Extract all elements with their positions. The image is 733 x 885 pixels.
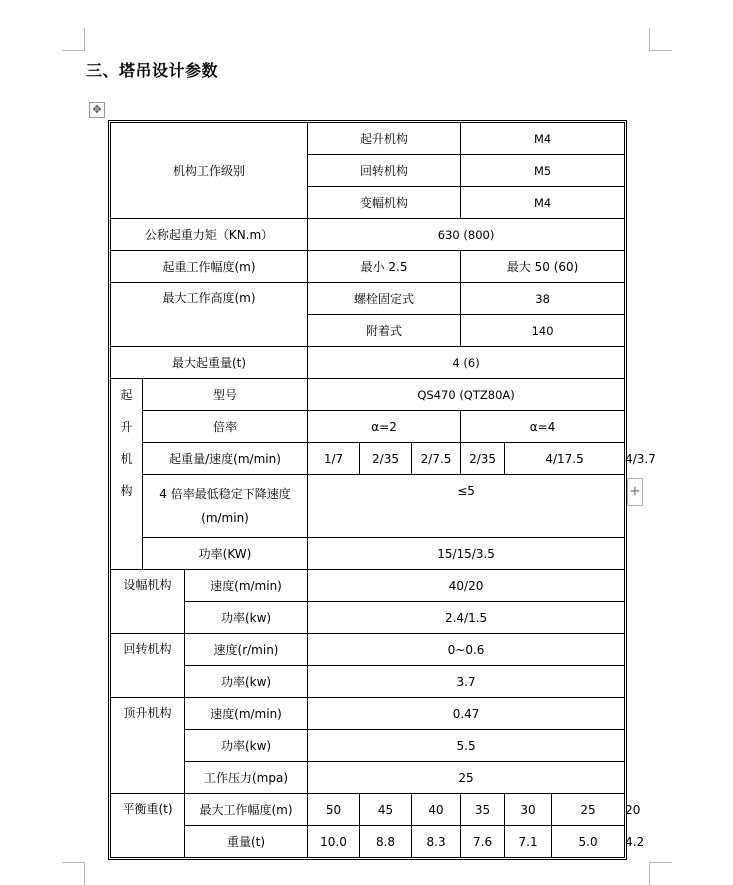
table-row: [111, 666, 625, 698]
cell-label: 功率(kw): [185, 602, 308, 634]
cell-value: α=2: [308, 411, 461, 443]
cell-value: 38: [461, 283, 625, 315]
cell-value: 5.5: [308, 730, 625, 762]
cell-label: 起重工作幅度(m): [111, 251, 308, 283]
cell-value: 0~0.6: [308, 634, 625, 666]
cell-value: M4: [461, 187, 625, 219]
table-row: [111, 219, 625, 251]
table-row: [111, 698, 625, 730]
height-label: 最大工作高度(m): [111, 283, 308, 347]
luffing-label: 设幅机构: [111, 570, 185, 634]
cell-value: 25: [308, 762, 625, 794]
table-row: [111, 730, 625, 762]
cell-label: 变幅机构: [308, 187, 461, 219]
table-row: [111, 602, 625, 634]
cell-label: 最大起重量(t): [111, 347, 308, 379]
cell-label: 型号: [143, 379, 308, 411]
slewing-label: 回转机构: [111, 634, 185, 698]
cell-value: 2/7.5: [412, 443, 461, 475]
cell-value: ≤5: [308, 475, 625, 538]
table-row: [111, 538, 625, 570]
page-corner-mark: [62, 862, 85, 885]
cell-value: 25: [552, 794, 625, 826]
cell-label: 回转机构: [308, 155, 461, 187]
cell-value: 7.6: [461, 826, 505, 858]
cell-value: M4: [461, 123, 625, 155]
table-row: [111, 251, 625, 283]
cell-label: 螺栓固定式: [308, 283, 461, 315]
cell-label: 附着式: [308, 315, 461, 347]
cell-label: 功率(KW): [143, 538, 308, 570]
cell-value: 40: [412, 794, 461, 826]
cell-value: 45: [360, 794, 412, 826]
cell-label: 公称起重力矩（KN.m）: [111, 219, 308, 251]
cell-label: 速度(m/min): [185, 698, 308, 730]
table-move-handle-icon[interactable]: ✥: [89, 102, 105, 118]
cell-label: 速度(m/min): [185, 570, 308, 602]
cell-label: 重量(t): [185, 826, 308, 858]
table-row: 起重量/速度(m/min) 1/7 2/35 2/7.5 2/35 4/17.5 4/3.7: [111, 443, 625, 475]
table-row: [111, 570, 625, 602]
table-row: 重量(t) 10.0 8.8 8.3 7.6 7.1 5.0 4.2: [111, 826, 625, 858]
cell-value: 0.47: [308, 698, 625, 730]
table-row: [111, 123, 625, 155]
cell-label: 起升机构: [308, 123, 461, 155]
cell-value: 5.0: [552, 826, 625, 858]
cell-value: 10.0: [308, 826, 360, 858]
cell-value: 最小 2.5: [308, 251, 461, 283]
table-row: [111, 634, 625, 666]
work-class-label: 机构工作级别: [111, 123, 308, 219]
cell-label: 最大工作幅度(m): [185, 794, 308, 826]
cell-label: 功率(kw): [185, 730, 308, 762]
cell-value: 2/35: [461, 443, 505, 475]
section-heading: 三、塔吊设计参数: [86, 61, 219, 80]
cell-value: 2.4/1.5: [308, 602, 625, 634]
cell-value: 35: [461, 794, 505, 826]
table-row: [111, 379, 625, 411]
cell-value: 8.8: [360, 826, 412, 858]
cell-value: 4/17.5: [505, 443, 625, 475]
cell-label: 倍率: [143, 411, 308, 443]
cell-value: 3.7: [308, 666, 625, 698]
counterweight-label: 平衡重(t): [111, 794, 185, 858]
jacking-label: 顶升机构: [111, 698, 185, 794]
cell-value: 15/15/3.5: [308, 538, 625, 570]
cell-value: 140: [461, 315, 625, 347]
page-corner-mark: [649, 28, 672, 51]
cell-value: 8.3: [412, 826, 461, 858]
table-row: [111, 283, 625, 315]
cell-label: 起重量/速度(m/min): [143, 443, 308, 475]
cell-label: 工作压力(mpa): [185, 762, 308, 794]
cell-value: 30: [505, 794, 552, 826]
cell-label: 速度(r/min): [185, 634, 308, 666]
cell-value: 4 (6): [308, 347, 625, 379]
cell-value: 2/35: [360, 443, 412, 475]
page-corner-mark: [62, 28, 85, 51]
cell-value: 40/20: [308, 570, 625, 602]
page-corner-mark: [649, 862, 672, 885]
table-row: [111, 347, 625, 379]
table-row: [111, 411, 625, 443]
cell-label: 功率(kw): [185, 666, 308, 698]
descent-speed-label: 4 倍率最低稳定下降速度 (m/min): [143, 475, 308, 538]
cell-value: 7.1: [505, 826, 552, 858]
cell-value: 1/7: [308, 443, 360, 475]
cell-value: 50: [308, 794, 360, 826]
crane-parameter-table: [108, 120, 656, 860]
cell-value: QS470 (QTZ80A): [308, 379, 625, 411]
cell-value: 最大 50 (60): [461, 251, 625, 283]
table-row: 平衡重(t) 最大工作幅度(m) 50 45 40 35 30 25 20: [111, 794, 625, 826]
add-column-icon[interactable]: +: [627, 478, 643, 506]
cell-value: 630 (800): [308, 219, 625, 251]
cell-value: M5: [461, 155, 625, 187]
hoist-group-label: 起 升 机 构: [111, 379, 143, 570]
cell-value: α=4: [461, 411, 625, 443]
table-row: [111, 762, 625, 794]
